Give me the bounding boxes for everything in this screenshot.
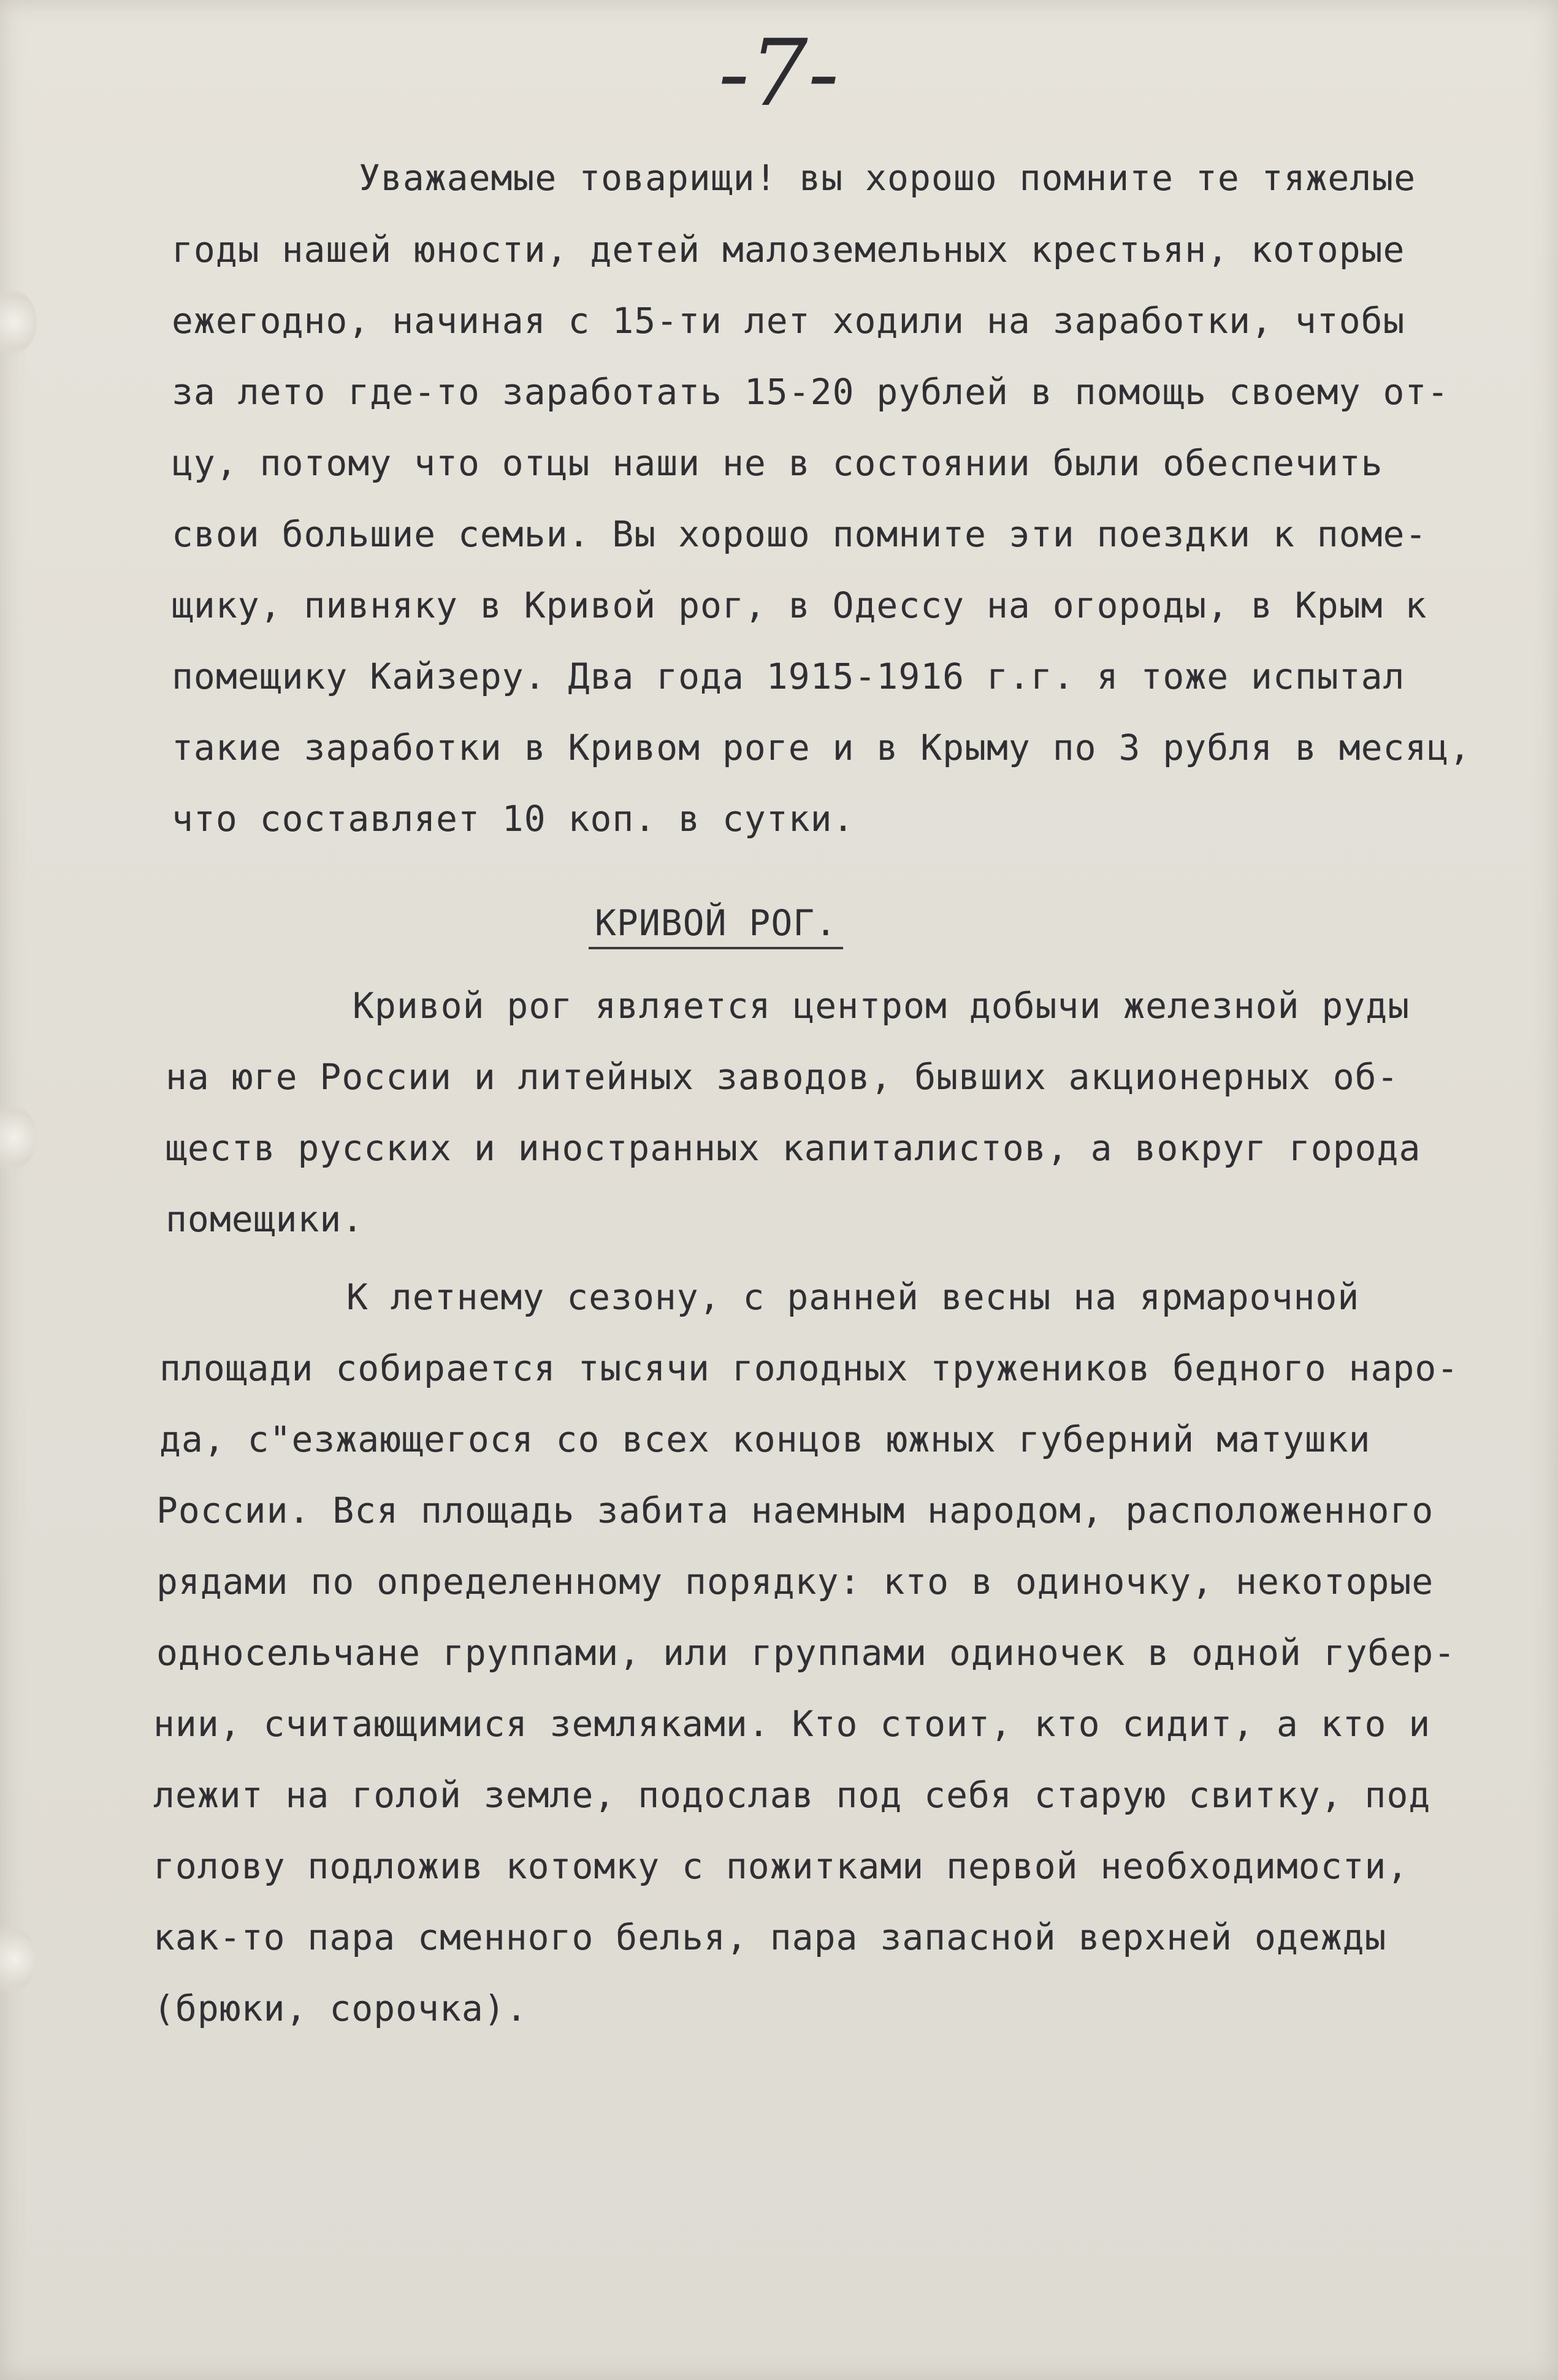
punch-hole [0, 288, 37, 356]
page-number: -7- [718, 20, 839, 127]
text-line: щику, пивняку в Кривой рог, в Одессу на огороды, в Крым к [172, 584, 1427, 626]
text-line: Кривой рог является центром добычи железной руды [353, 985, 1410, 1027]
text-line: годы нашей юности, детей малоземельных крестьян, которые [172, 229, 1405, 270]
punch-hole [0, 1104, 37, 1171]
section-heading: КРИВОЙ РОГ. [589, 901, 843, 949]
text-line: как-то пара сменного белья, пара запасной верхней одежды [153, 1916, 1387, 1958]
text-line: помещику Кайзеру. Два года 1915-1916 г.г. я тоже испытал [172, 656, 1405, 697]
text-line: лежит на голой земле, подослав под себя старую свитку, под [153, 1774, 1431, 1816]
text-line: ществ русских и иностранных капиталистов, а вокруг города [166, 1127, 1421, 1169]
punch-hole [0, 1926, 37, 1993]
text-line: К летнему сезону, с ранней весны на ярмарочной [346, 1276, 1360, 1318]
text-line: на юге России и литейных заводов, бывших акционерных об- [166, 1056, 1399, 1098]
text-line: такие заработки в Кривом роге и в Крыму по 3 рубля в месяц, [172, 727, 1472, 768]
text-line: (брюки, сорочка). [153, 1988, 528, 2029]
text-line: что составляет 10 коп. в сутки. [172, 798, 855, 840]
text-line: свои большие семьи. Вы хорошо помните эти поездки к поме- [172, 513, 1427, 555]
text-line: да, с"езжающегося со всех концов южных губерний матушки [159, 1418, 1371, 1460]
text-line: России. Вся площадь забита наемным народом, расположенного [156, 1490, 1434, 1531]
text-line: помещики. [166, 1198, 364, 1240]
text-line: ежегодно, начиная с 15-ти лет ходили на заработки, чтобы [172, 300, 1405, 342]
text-line: цу, потому что отцы наши не в состоянии были обеспечить [172, 442, 1383, 484]
text-line: односельчане группами, или группами одиночек в одной губер- [156, 1632, 1456, 1674]
text-line: за лето где-то заработать 15-20 рублей в помощь своему от- [172, 371, 1449, 413]
text-line: голову подложив котомку с пожитками первой необходимости, [153, 1845, 1409, 1887]
text-line: Уважаемые товарищи! вы хорошо помните те тяжелые [359, 157, 1416, 199]
text-line: площади собирается тысячи голодных тружеников бедного наро- [159, 1347, 1459, 1389]
text-line: рядами по определенному порядку: кто в одиночку, некоторые [156, 1561, 1434, 1602]
text-line: нии, считающимися земляками. Кто стоит, кто сидит, а кто и [153, 1703, 1431, 1745]
